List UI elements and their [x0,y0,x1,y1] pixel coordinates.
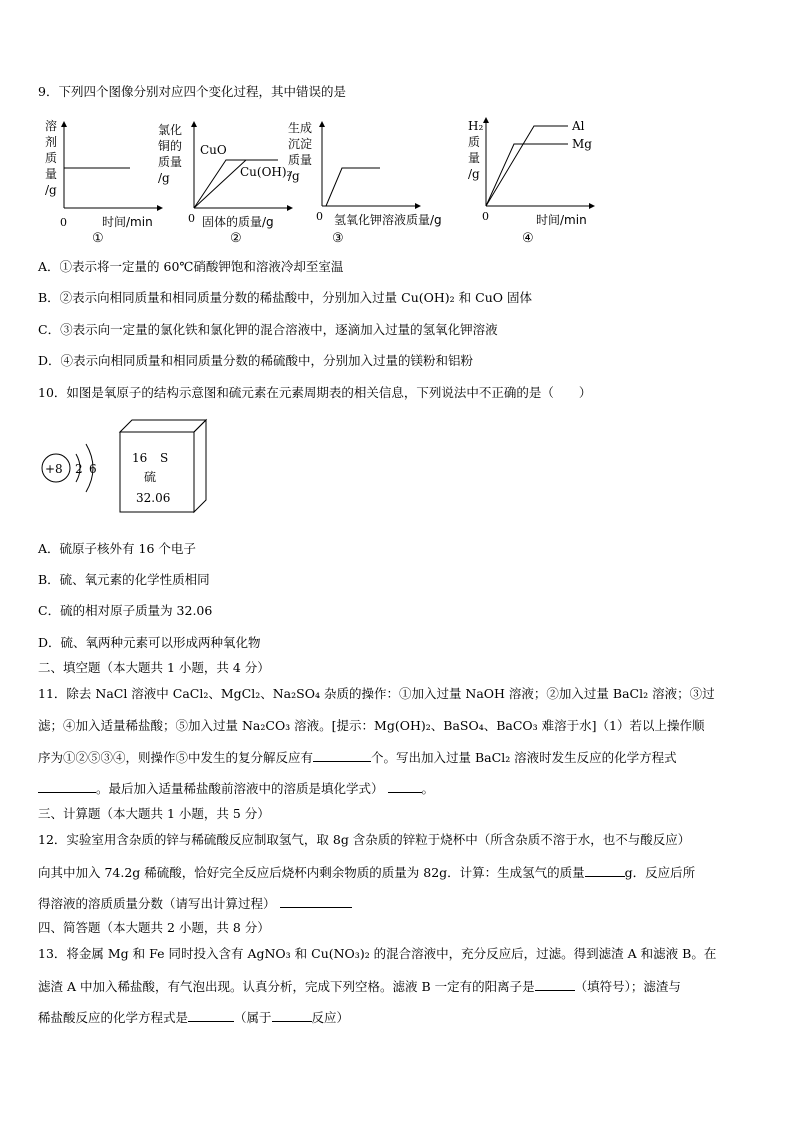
g3-ylabel-1: 沉淀 [288,137,313,151]
q12-blank-2[interactable] [280,895,352,908]
q13-blank-1[interactable] [535,978,575,991]
g1-ylabel-1: 剂 [45,135,58,149]
q13-blank-2[interactable] [188,1009,234,1022]
section-4-heading: 四、简答题（本大题共 2 小题，共 8 分） [38,920,270,935]
q13-line-3-a: 稀盐酸反应的化学方程式是 [38,1010,189,1025]
g4-curve-al [486,126,568,206]
g1-ylabel-3: 量 [45,167,58,181]
g4-ylabel-0: H₂ [468,119,484,133]
g2-ylabel-1: 铜的 [158,139,183,153]
q12-line-3-text: 得溶液的溶质质量分数（请写出计算过程） [38,896,276,911]
q11-blank-2[interactable] [38,780,96,793]
shell-2-count: 6 [89,462,97,476]
q12-line-2-a: 向其中加入 74.2g 稀硫酸，恰好完全反应后烧杯内剩余物质的质量为 82g．计算：生成氢气的质量 [38,865,585,880]
graph-1 [40,116,170,244]
q13-line-3 [38,1009,349,1026]
q12-line-2 [38,864,695,881]
q11-line-4-b: 。 [421,781,435,796]
element-name: 硫 [144,470,157,484]
q9-option-c[interactable]: C．③表示向一定量的氯化铁和氯化钾的混合溶液中，逐滴加入过量的氢氧化钾溶液 [38,322,498,337]
q13-line-1: 13．将金属 Mg 和 Fe 同时投入含有 AgNO₃ 和 Cu(NO₃)₂ 的混合溶液中，充分反应后，过滤。得到滤渣 A 和滤液 B。在 [38,946,717,961]
g3-xlabel: 氢氧化钾溶液质量/g [334,213,442,227]
q10-stem: 10．如图是氧原子的结构示意图和硫元素在元素周期表的相关信息，下列说法中不正确的是（ ） [38,385,592,400]
q11-line-2: 滤；④加入适量稀盐酸；⑤加入过量 Na₂CO₃ 溶液。[提示：Mg(OH)₂、BaSO₄、BaCO₃ 难溶于水]（1）若以上操作顺 [38,718,705,733]
q11-line-1: 11．除去 NaCl 溶液中 CaCl₂、MgCl₂、Na₂SO₄ 杂质的操作：①加入过量 NaOH 溶液；②加入过量 BaCl₂ 溶液；③过 [38,686,715,701]
q9-option-b[interactable]: B．②表示向相同质量和相同质量分数的稀盐酸中，分别加入过量 Cu(OH)₂ 和 CuO 固体 [38,290,532,305]
q9-stem: 9．下列四个图像分别对应四个变化过程，其中错误的是 [38,84,346,99]
q11-blank-1[interactable] [313,749,371,762]
q10-option-a[interactable]: A．硫原子核外有 16 个电子 [38,541,196,556]
g2-series-cuoh2: Cu(OH)₂ [240,165,292,179]
q11-line-3 [38,749,677,766]
atomic-number: 16 [132,451,148,465]
g2-ylabel-2: 质量 [158,155,183,169]
shell-1-count: 2 [75,462,83,476]
g4-ylabel-2: 量 [468,151,481,165]
g2-num: ② [230,231,242,244]
g4-curve-mg [486,144,568,206]
q12-line-3 [38,895,352,912]
q11-line-3-b: 个。写出加入过量 BaCl₂ 溶液时发生反应的化学方程式 [371,750,677,765]
g2-ylabel-0: 氯化 [158,123,183,137]
g2-series-cuo: CuO [200,143,227,157]
q10-option-d[interactable]: D．硫、氧两种元素可以形成两种氧化物 [38,635,261,650]
g2-origin: 0 [188,212,195,225]
g3-num: ③ [332,231,344,244]
q12-line-2-b: g．反应后所 [624,865,696,880]
g3-ylabel-0: 生成 [288,121,313,135]
g3-ylabel-3: /g [288,169,300,183]
g3-curve [326,168,380,206]
q11-line-4 [38,780,434,797]
g4-origin: 0 [482,210,489,223]
q9-option-d[interactable]: D．④表示向相同质量和相同质量分数的稀硫酸中，分别加入过量的镁粉和铝粉 [38,353,474,368]
nucleus-charge: +8 [45,462,63,476]
g4-ylabel-1: 质 [468,135,481,149]
q13-blank-3[interactable] [272,1009,312,1022]
g3-ylabel-2: 质量 [288,153,313,167]
g1-ylabel-4: /g [45,183,57,197]
g2-xlabel: 固体的质量/g [202,215,274,229]
q11-blank-3[interactable] [388,780,422,793]
q12-line-1: 12．实验室用含杂质的锌与稀硫酸反应制取氢气，取 8g 含杂质的锌粒于烧杯中（所含杂质不溶于水，也不与酸反应） [38,832,691,847]
q13-line-3-c: 反应） [311,1010,350,1025]
g4-series-mg: Mg [572,137,592,151]
graph-4 [462,116,602,244]
g4-series-al: Al [572,119,585,133]
g1-num: ① [92,231,104,244]
q11-line-3-a: 序为①②⑤③④，则操作⑤中发生的复分解反应有 [38,750,314,765]
section-3-heading: 三、计算题（本大题共 1 小题，共 5 分） [38,806,270,821]
element-symbol: S [160,451,169,465]
q12-blank-1[interactable] [585,864,625,877]
g4-xlabel: 时间/min [536,213,587,227]
q13-line-3-b: （属于 [234,1010,272,1025]
graph-2 [158,116,298,244]
sulfur-element-card [110,418,210,514]
q13-line-2-a: 滤渣 A 中加入稀盐酸，有气泡出现。认真分析，完成下列空格。滤液 B 一定有的阳离子是 [38,979,535,994]
q11-line-4-a: 。最后加入适量稀盐酸前溶液中的溶质是填化学式） [96,781,384,796]
section-2-heading: 二、填空题（本大题共 1 小题，共 4 分） [38,660,270,675]
g1-ylabel-0: 溶 [45,119,58,133]
q13-line-2 [38,978,681,995]
g4-ylabel-3: /g [468,167,480,181]
q10-option-b[interactable]: B．硫、氧元素的化学性质相同 [38,572,210,587]
g3-origin: 0 [316,210,323,223]
graph-3 [288,116,460,244]
g1-ylabel-2: 质 [45,151,58,165]
q9-option-a[interactable]: A．①表示将一定量的 60℃硝酸钾饱和溶液冷却至室温 [38,259,344,274]
g2-ylabel-3: /g [158,171,170,185]
g4-num: ④ [522,231,534,244]
g1-origin: 0 [60,216,67,229]
q13-line-2-b: （填符号）；滤渣与 [574,979,681,994]
g2-curve-cuoh2 [194,160,246,208]
q10-option-c[interactable]: C．硫的相对原子质量为 32.06 [38,603,213,618]
atomic-mass: 32.06 [136,491,171,505]
g1-xlabel: 时间/min [102,215,153,229]
oxygen-atom-diagram [36,430,108,510]
